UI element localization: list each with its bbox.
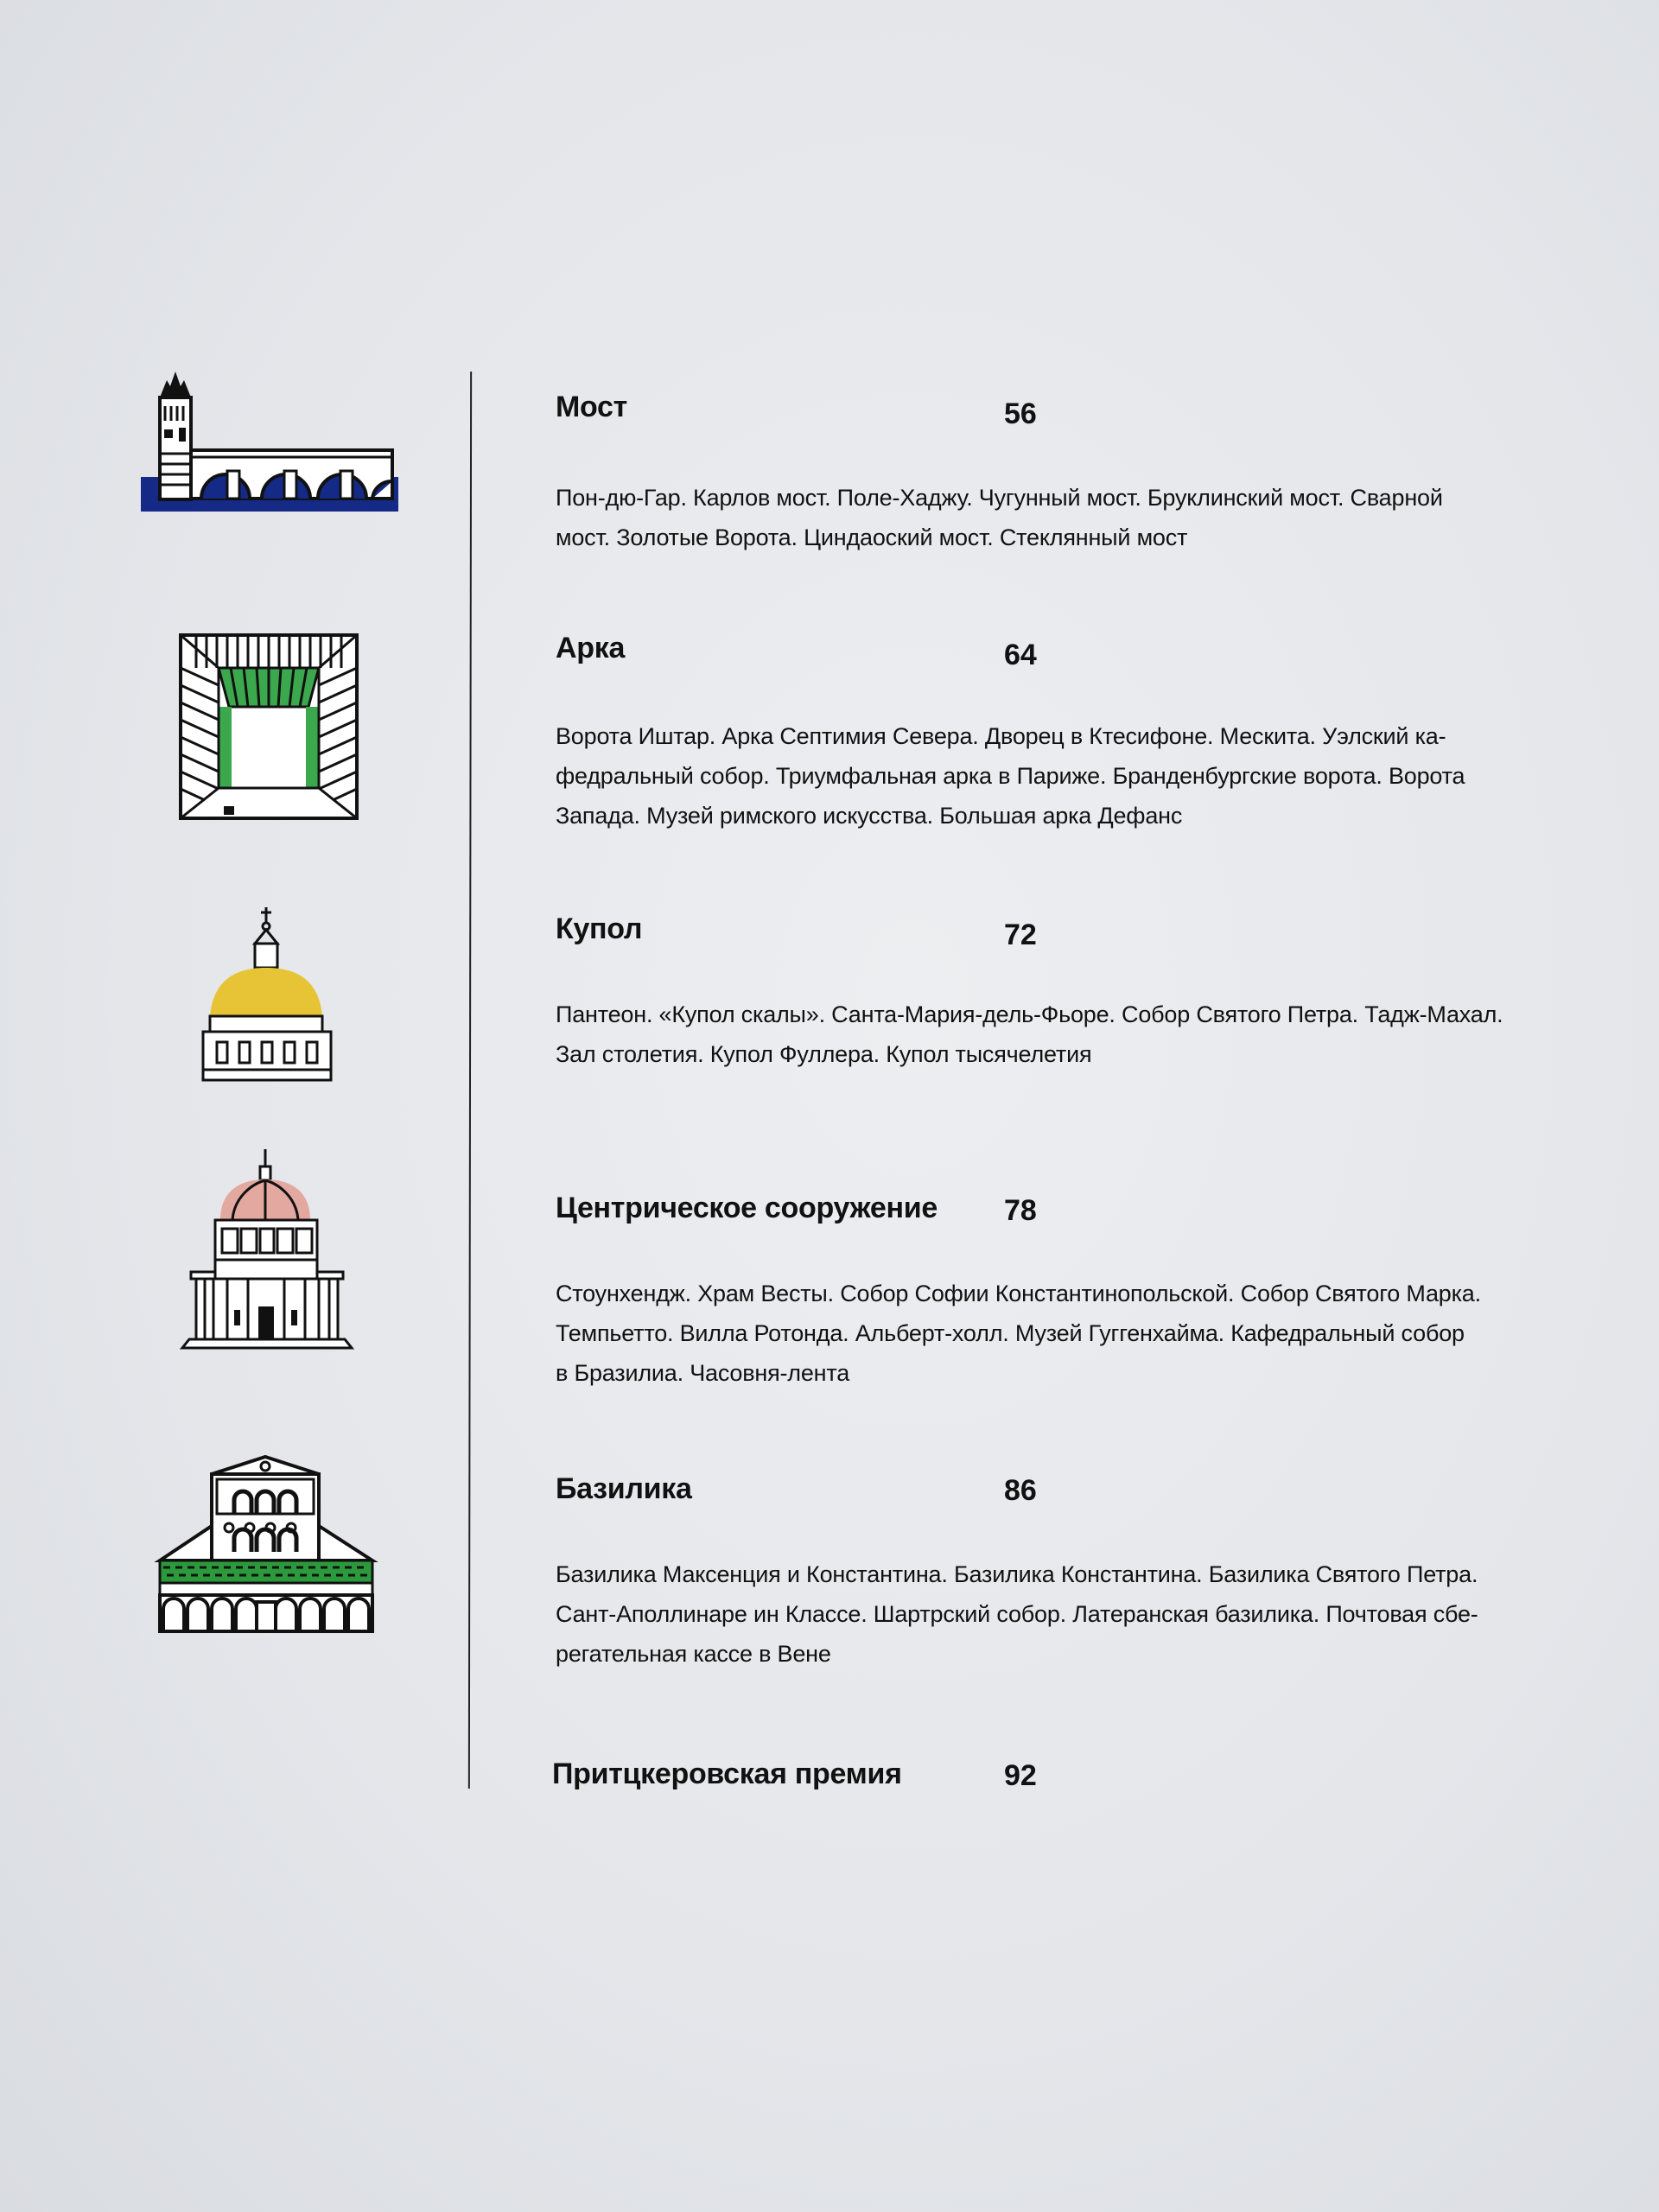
description-line: Темпьетто. Вилла Ротонда. Альберт-холл. Музей Гуггенхайма. Кафедральный собор <box>556 1320 1465 1346</box>
entry-description <box>556 1274 1481 1393</box>
entry-title: Притцкеровская премия <box>552 1758 902 1790</box>
description-line: Ворота Иштар. Арка Септимия Севера. Дворец в Ктесифоне. Мескита. Уэлский ка- <box>556 723 1446 749</box>
description-line: федральный собор. Триумфальная арка в Париже. Бранденбургские ворота. Ворота <box>556 763 1465 789</box>
entry-page-number: 78 <box>1004 1194 1037 1227</box>
entry-description <box>556 995 1503 1074</box>
entry-page-number: 56 <box>1004 397 1037 430</box>
description-line: Сант-Аполлинаре ин Классе. Шартрский собор. Латеранская базилика. Почтовая сбе- <box>556 1601 1478 1627</box>
description-line: мост. Золотые Ворота. Циндаоский мост. Стеклянный мост <box>556 524 1188 550</box>
description-line: регательная кассе в Вене <box>556 1641 831 1667</box>
description-line: Зал столетия. Купол Фуллера. Купол тысячелетия <box>556 1041 1092 1067</box>
centric-building-icon <box>179 1149 355 1351</box>
description-line: Базилика Максенция и Константина. Базилика Константина. Базилика Святого Петра. <box>556 1561 1478 1587</box>
entry-page-number: 64 <box>1004 639 1037 671</box>
entry-page-number: 86 <box>1004 1474 1037 1507</box>
entry-title: Арка <box>556 632 626 664</box>
description-line: Стоунхендж. Храм Весты. Собор Софии Константинопольской. Собор Святого Марка. <box>556 1281 1481 1306</box>
bridge-icon <box>141 367 400 514</box>
description-line: в Бразилиа. Часовня-лента <box>556 1360 850 1386</box>
entry-title: Мост <box>556 391 628 423</box>
entry-description <box>556 716 1465 836</box>
entry-title: Центрическое сооружение <box>556 1192 938 1224</box>
entry-page-number: 92 <box>1004 1759 1037 1792</box>
vertical-divider <box>468 372 472 1789</box>
description-line: Пантеон. «Купол скалы». Санта-Мария-дель-Фьоре. Собор Святого Петра. Тадж-Махал. <box>556 1001 1503 1027</box>
entry-description <box>556 1554 1478 1674</box>
description-line: Пон-дю-Гар. Карлов мост. Поле-Хаджу. Чугунный мост. Бруклинский мост. Сварной <box>556 485 1443 511</box>
dome-icon <box>201 907 336 1096</box>
entry-description <box>556 478 1443 557</box>
description-line: Запада. Музей римского искусства. Большая арка Дефанс <box>556 803 1183 829</box>
basilica-icon <box>158 1457 374 1633</box>
entry-title: Базилика <box>556 1472 692 1505</box>
entry-page-number: 72 <box>1004 918 1037 951</box>
entry-title: Купол <box>556 912 643 945</box>
arch-icon <box>179 633 359 820</box>
